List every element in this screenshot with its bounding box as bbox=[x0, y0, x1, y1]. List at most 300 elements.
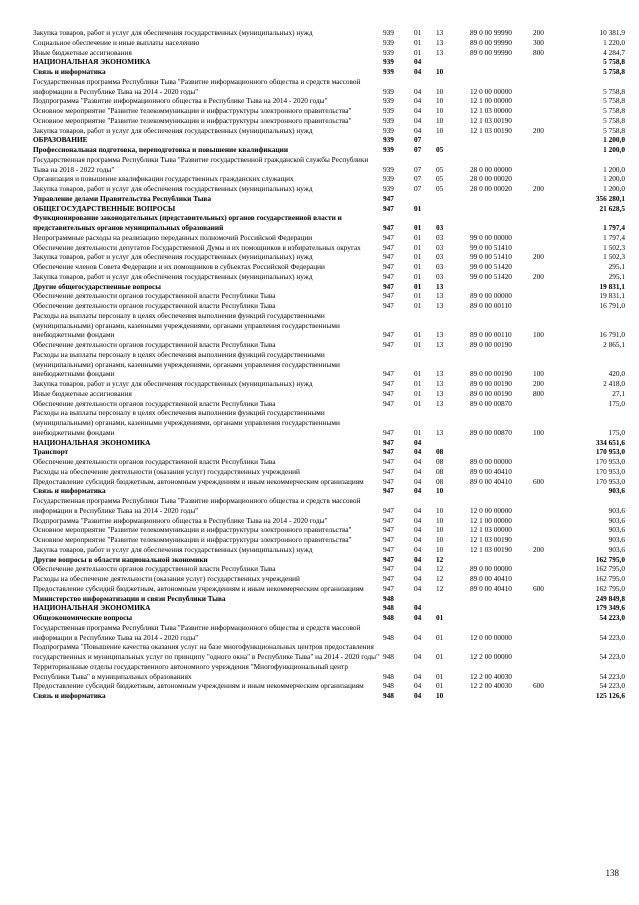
row-amount: 54 223,0 bbox=[599, 632, 625, 642]
row-grbs-code: 939 bbox=[383, 164, 394, 174]
row-section-code: 04 bbox=[414, 106, 422, 115]
table-row bbox=[33, 613, 625, 623]
table-row bbox=[33, 516, 625, 526]
row-expense-type bbox=[533, 486, 575, 496]
row-amount: 54 223,0 bbox=[599, 671, 625, 681]
row-expense-type bbox=[533, 555, 575, 565]
row-amount: 1 797,4 bbox=[603, 223, 625, 232]
row-expense-type bbox=[533, 116, 575, 126]
row-section-code: 01 bbox=[414, 301, 422, 310]
row-amount: 5 758,8 bbox=[603, 125, 625, 135]
row-expense-type bbox=[533, 243, 575, 253]
row-grbs-code: 939 bbox=[383, 37, 394, 47]
row-expense-type bbox=[533, 613, 575, 623]
table-row bbox=[33, 408, 625, 437]
table-row bbox=[33, 184, 625, 194]
row-grbs-code: 947 bbox=[383, 242, 394, 252]
row-subsection-code: 12 bbox=[436, 564, 444, 574]
row-grbs-code: 948 bbox=[383, 613, 394, 622]
row-expense-type bbox=[533, 282, 575, 292]
row-subsection-code: 05 bbox=[436, 184, 444, 193]
row-expense-type: 200 bbox=[533, 544, 544, 554]
row-amount: 1 502,3 bbox=[603, 242, 625, 252]
row-name: НАЦИОНАЛЬНАЯ ЭКОНОМИКА bbox=[33, 603, 151, 613]
row-expense-type bbox=[533, 457, 575, 467]
row-grbs-code: 947 bbox=[383, 427, 394, 437]
table-row bbox=[33, 525, 625, 535]
row-subsection-code: 08 bbox=[436, 476, 444, 486]
row-target-article: 12 0 00 00000 bbox=[470, 632, 512, 642]
row-section-code: 07 bbox=[414, 135, 422, 145]
row-subsection-code bbox=[436, 194, 470, 204]
row-target-article bbox=[470, 594, 533, 604]
row-grbs-code: 947 bbox=[383, 388, 394, 398]
row-target-article: 12 1 00 00000 bbox=[470, 96, 512, 106]
row-amount: 54 223,0 bbox=[599, 652, 625, 661]
row-expense-type bbox=[533, 535, 575, 545]
row-subsection-code: 08 bbox=[436, 447, 444, 457]
table-row bbox=[33, 496, 625, 516]
row-subsection-code: 10 bbox=[436, 86, 444, 96]
row-expense-type bbox=[533, 691, 575, 701]
table-row bbox=[33, 584, 625, 594]
row-target-article: 12 1 03 00190 bbox=[470, 535, 512, 544]
row-target-article: 89 0 00 99990 bbox=[470, 37, 512, 47]
table-row bbox=[33, 594, 625, 604]
row-expense-type bbox=[533, 96, 575, 106]
row-grbs-code: 939 bbox=[383, 145, 394, 154]
table-row bbox=[33, 662, 625, 682]
row-target-article: 12 2 00 40030 bbox=[470, 671, 512, 681]
row-section-code: 04 bbox=[414, 613, 422, 622]
table-row bbox=[33, 389, 625, 399]
row-name: Предоставление субсидий бюджетным, автономным учреждениям и иным некоммерческим организациям bbox=[33, 681, 364, 691]
row-subsection-code: 10 bbox=[436, 106, 444, 115]
row-target-article: 89 0 00 00190 bbox=[470, 379, 512, 388]
row-expense-type bbox=[533, 525, 575, 535]
table-row bbox=[33, 311, 625, 340]
table-row bbox=[33, 642, 625, 662]
row-subsection-code: 13 bbox=[436, 301, 444, 310]
row-grbs-code: 939 bbox=[383, 96, 394, 106]
row-subsection-code: 01 bbox=[436, 652, 444, 661]
row-target-article: 99 0 00 51410 bbox=[470, 252, 512, 262]
row-name: Обеспечение деятельности органов государственной власти Республики Тыва bbox=[33, 340, 276, 349]
row-amount: 162 795,0 bbox=[595, 564, 625, 574]
row-grbs-code: 939 bbox=[383, 67, 394, 76]
row-expense-type bbox=[533, 642, 575, 662]
row-section-code: 04 bbox=[414, 466, 422, 476]
row-section-code: 07 bbox=[414, 184, 422, 193]
row-expense-type bbox=[533, 662, 575, 682]
row-section-code: 04 bbox=[414, 515, 422, 525]
table-row bbox=[33, 623, 625, 643]
row-expense-type bbox=[533, 67, 575, 77]
row-target-article bbox=[470, 447, 533, 457]
row-grbs-code: 947 bbox=[383, 447, 394, 457]
row-section-code: 04 bbox=[414, 96, 422, 106]
row-name: Государственная программа Республики Тыва "Развитие информационного общества и средств массовой информации в Республике Тыва на 2014 - 2020 годы" bbox=[33, 496, 361, 515]
row-target-article bbox=[470, 691, 533, 701]
row-target-article: 89 0 00 00190 bbox=[470, 388, 512, 398]
row-amount: 903,6 bbox=[608, 544, 625, 554]
row-section-code: 01 bbox=[414, 262, 422, 271]
row-amount: 1 200,0 bbox=[603, 174, 625, 184]
row-amount: 903,6 bbox=[608, 486, 625, 496]
row-subsection-code: 05 bbox=[436, 145, 444, 154]
row-section-code: 04 bbox=[414, 544, 422, 554]
table-row bbox=[33, 467, 625, 477]
row-target-article: 89 0 00 00000 bbox=[470, 564, 512, 574]
row-name: Основное мероприятие "Развитие телекоммуникации и инфраструктуры электронного правительства" bbox=[33, 535, 352, 544]
row-grbs-code: 939 bbox=[383, 28, 394, 37]
row-name: Обеспечение деятельности органов государственной власти Республики Тыва bbox=[33, 457, 276, 466]
row-target-article: 28 0 00 00020 bbox=[470, 174, 512, 184]
row-grbs-code: 947 bbox=[383, 330, 394, 340]
row-name: Расходы на обеспечение деятельности (оказания услуг) государственных учреждений bbox=[33, 574, 300, 583]
table-row bbox=[33, 96, 625, 106]
row-expense-type: 100 bbox=[533, 330, 544, 340]
row-subsection-code: 13 bbox=[436, 281, 444, 291]
table-row bbox=[33, 106, 625, 116]
row-grbs-code: 947 bbox=[383, 232, 394, 242]
table-row bbox=[33, 457, 625, 467]
row-expense-type bbox=[533, 340, 575, 350]
row-section-code: 07 bbox=[414, 174, 422, 184]
row-name: Государственная программа Республики Тыва "Развитие информационного общества и средств массовой информации в Республике Тыва на 2014 - 2020 годы" bbox=[33, 76, 361, 96]
row-section-code: 04 bbox=[414, 583, 422, 593]
row-subsection-code: 01 bbox=[436, 613, 444, 622]
row-grbs-code: 939 bbox=[383, 135, 394, 145]
row-section-code bbox=[414, 594, 436, 604]
table-row bbox=[33, 126, 625, 136]
row-name: Управление делами Правительства Республики Тыва bbox=[33, 193, 211, 203]
row-grbs-code: 947 bbox=[383, 369, 394, 379]
row-grbs-code: 947 bbox=[383, 486, 394, 496]
row-name: Обеспечение деятельности органов государственной власти Республики Тыва bbox=[33, 301, 276, 310]
row-expense-type bbox=[533, 574, 575, 584]
row-amount: 1 220,0 bbox=[603, 37, 625, 47]
row-name: Транспорт bbox=[33, 447, 69, 457]
row-expense-type bbox=[533, 623, 575, 643]
row-section-code: 04 bbox=[414, 447, 422, 457]
row-grbs-code: 947 bbox=[383, 379, 394, 388]
row-name: ОБЩЕГОСУДАРСТВЕННЫЕ ВОПРОСЫ bbox=[33, 203, 176, 213]
row-target-article: 12 1 03 00190 bbox=[470, 115, 512, 125]
row-subsection-code: 08 bbox=[436, 457, 444, 466]
row-grbs-code: 947 bbox=[383, 223, 394, 232]
row-grbs-code: 947 bbox=[383, 301, 394, 310]
row-target-article bbox=[470, 213, 533, 233]
row-target-article: 12 0 00 00000 bbox=[470, 86, 512, 96]
row-amount: 420,0 bbox=[608, 369, 625, 379]
row-target-article: 12 0 00 00000 bbox=[470, 505, 512, 515]
row-grbs-code: 947 bbox=[383, 544, 394, 554]
row-amount: 175,0 bbox=[608, 427, 625, 437]
row-target-article: 99 0 00 51420 bbox=[470, 271, 512, 281]
row-grbs-code: 947 bbox=[383, 262, 394, 271]
row-amount: 5 758,8 bbox=[603, 96, 625, 106]
row-grbs-code: 947 bbox=[383, 574, 394, 583]
table-row bbox=[33, 67, 625, 77]
table-row bbox=[33, 272, 625, 282]
table-row bbox=[33, 603, 625, 613]
row-section-code: 01 bbox=[414, 28, 422, 37]
row-amount: 5 758,8 bbox=[603, 86, 625, 96]
row-amount: 125 126,6 bbox=[595, 691, 625, 700]
row-target-article: 99 0 00 51410 bbox=[470, 242, 512, 252]
row-section-code: 01 bbox=[414, 203, 422, 213]
row-section-code: 04 bbox=[414, 691, 422, 700]
row-expense-type: 200 bbox=[533, 379, 544, 388]
row-grbs-code: 947 bbox=[383, 437, 394, 447]
row-name: Предоставление субсидий бюджетным, автономным учреждениям и иным некоммерческим организациям bbox=[33, 476, 364, 486]
row-amount: 10 381,9 bbox=[599, 28, 625, 37]
row-subsection-code bbox=[436, 204, 470, 214]
table-row bbox=[33, 155, 625, 175]
row-section-code: 01 bbox=[414, 427, 422, 437]
row-expense-type bbox=[533, 262, 575, 272]
row-amount: 1 200,0 bbox=[603, 184, 625, 193]
row-grbs-code: 948 bbox=[383, 632, 394, 642]
row-subsection-code: 05 bbox=[436, 174, 444, 184]
row-amount: 54 223,0 bbox=[599, 613, 625, 622]
row-amount: 356 280,1 bbox=[595, 193, 625, 203]
row-subsection-code: 03 bbox=[436, 223, 444, 232]
row-subsection-code: 13 bbox=[436, 369, 444, 379]
table-row bbox=[33, 233, 625, 243]
row-name: Обеспечение деятельности органов государственной власти Республики Тыва bbox=[33, 564, 276, 574]
row-target-article: 89 0 00 00110 bbox=[470, 301, 512, 310]
row-name: Закупка товаров, работ и услуг для обеспечения государственных (муниципальных) нужд bbox=[33, 125, 313, 135]
row-amount: 295,1 bbox=[608, 262, 625, 271]
row-section-code: 04 bbox=[414, 671, 422, 681]
table-row bbox=[33, 194, 625, 204]
row-grbs-code: 947 bbox=[383, 271, 394, 281]
row-section-code: 04 bbox=[414, 125, 422, 135]
row-expense-type bbox=[533, 291, 575, 301]
row-name: Закупка товаров, работ и услуг для обеспечения государственных (муниципальных) нужд bbox=[33, 28, 313, 37]
row-subsection-code: 13 bbox=[436, 388, 444, 398]
table-row bbox=[33, 340, 625, 350]
row-name: Основное мероприятие "Развитие телекоммуникации и инфраструктуры электронного правительства" bbox=[33, 115, 352, 125]
row-name: Непрограммные расходы на реализацию переданных полномочий Российской Федерации bbox=[33, 232, 313, 242]
row-target-article: 89 0 00 00190 bbox=[470, 340, 512, 349]
row-target-article bbox=[470, 603, 533, 613]
table-row bbox=[33, 243, 625, 253]
row-section-code: 04 bbox=[414, 86, 422, 96]
row-name: Государственная программа Республики Тыва "Развитие государственной гражданской службы Республики Тыва на 2018 - 2022 годы" bbox=[33, 154, 369, 174]
row-grbs-code: 939 bbox=[383, 106, 394, 115]
row-expense-type: 800 bbox=[533, 47, 544, 57]
row-name: Подпрограмма "Развитие информационного общества в Республике Тыва на 2014 - 2020 годы" bbox=[33, 515, 328, 525]
table-row bbox=[33, 77, 625, 97]
row-expense-type bbox=[533, 155, 575, 175]
row-amount: 16 791,0 bbox=[599, 301, 625, 310]
table-row bbox=[33, 38, 625, 48]
row-amount: 16 791,0 bbox=[599, 330, 625, 340]
row-name: Подпрограмма "Повышение качества оказания услуг на базе многофункциональных центров предоставления государственных и муниципальных услуг по принципу "одного окна" в Республике Тыва" на 2014 - 2020 годы" bbox=[33, 642, 380, 661]
row-target-article: 12 2 00 40030 bbox=[470, 681, 512, 691]
row-expense-type bbox=[533, 496, 575, 516]
row-grbs-code: 948 bbox=[383, 603, 394, 613]
row-subsection-code: 03 bbox=[436, 252, 444, 262]
row-subsection-code: 10 bbox=[436, 67, 444, 76]
row-target-article: 89 0 00 00000 bbox=[470, 291, 512, 301]
row-section-code: 01 bbox=[414, 242, 422, 252]
row-subsection-code: 13 bbox=[436, 340, 444, 349]
row-section-code: 04 bbox=[414, 67, 422, 76]
row-name: Расходы на выплаты персоналу в целях обеспечения выполнения функций государственными (муниципальными) органами, казенными учреждениями, органами управления государственными внебюджетными фондами bbox=[33, 408, 340, 437]
row-name: Закупка товаров, работ и услуг для обеспечения государственных (муниципальных) нужд bbox=[33, 544, 313, 554]
row-subsection-code: 10 bbox=[436, 544, 444, 554]
row-target-article: 89 0 00 40410 bbox=[470, 574, 512, 583]
row-name: Профессиональная подготовка, переподготовка и повышение квалификации bbox=[33, 145, 289, 154]
row-grbs-code: 947 bbox=[383, 583, 394, 593]
table-row bbox=[33, 477, 625, 487]
row-amount: 2 418,0 bbox=[603, 379, 625, 388]
row-target-article: 28 0 00 00020 bbox=[470, 184, 512, 193]
row-subsection-code: 13 bbox=[436, 37, 444, 47]
table-row bbox=[33, 262, 625, 272]
row-expense-type bbox=[533, 399, 575, 409]
row-subsection-code: 03 bbox=[436, 271, 444, 281]
row-amount: 175,0 bbox=[608, 398, 625, 408]
row-name: Социальное обеспечение и иные выплаты населению bbox=[33, 37, 200, 47]
row-grbs-code: 947 bbox=[383, 398, 394, 408]
row-expense-type bbox=[533, 77, 575, 97]
row-subsection-code: 13 bbox=[436, 379, 444, 388]
row-name: Иные бюджетные ассигнования bbox=[33, 388, 132, 398]
row-section-code: 04 bbox=[414, 486, 422, 496]
row-name: Обеспечение деятельности органов государственной власти Республики Тыва bbox=[33, 398, 276, 408]
row-name: Министерство информатизации и связи Республики Тыва bbox=[33, 593, 226, 603]
row-name: Основное мероприятие "Развитие телекоммуникации и инфраструктуры электронного правительства" bbox=[33, 525, 352, 535]
row-grbs-code: 947 bbox=[383, 340, 394, 349]
table-row bbox=[33, 48, 625, 58]
row-expense-type: 100 bbox=[533, 369, 544, 379]
row-target-article bbox=[470, 282, 533, 292]
row-amount: 54 223,0 bbox=[599, 681, 625, 691]
row-subsection-code: 03 bbox=[436, 262, 444, 271]
row-section-code: 04 bbox=[414, 564, 422, 574]
row-expense-type: 300 bbox=[533, 37, 544, 47]
row-amount: 903,6 bbox=[608, 515, 625, 525]
row-amount: 19 831,1 bbox=[599, 281, 625, 291]
row-expense-type: 200 bbox=[533, 28, 544, 37]
table-row bbox=[33, 174, 625, 184]
row-subsection-code: 10 bbox=[436, 505, 444, 515]
row-subsection-code: 10 bbox=[436, 115, 444, 125]
table-row bbox=[33, 564, 625, 574]
row-grbs-code: 947 bbox=[383, 281, 394, 291]
row-expense-type: 600 bbox=[533, 476, 544, 486]
row-expense-type: 100 bbox=[533, 427, 544, 437]
row-target-article: 89 0 00 00190 bbox=[470, 369, 512, 379]
table-row bbox=[33, 438, 625, 448]
row-amount: 1 200,0 bbox=[603, 135, 625, 145]
row-grbs-code: 939 bbox=[383, 174, 394, 184]
row-subsection-code: 13 bbox=[436, 398, 444, 408]
row-target-article: 89 0 00 40410 bbox=[470, 583, 512, 593]
row-expense-type: 800 bbox=[533, 388, 544, 398]
row-target-article: 12 1 03 00190 bbox=[470, 544, 512, 554]
row-target-article bbox=[470, 194, 533, 204]
row-section-code: 01 bbox=[414, 340, 422, 349]
row-name: Закупка товаров, работ и услуг для обеспечения государственных (муниципальных) нужд bbox=[33, 184, 313, 193]
row-subsection-code: 01 bbox=[436, 632, 444, 642]
row-target-article bbox=[470, 613, 533, 623]
row-expense-type bbox=[533, 467, 575, 477]
row-amount: 170 953,0 bbox=[595, 447, 625, 457]
row-subsection-code: 10 bbox=[436, 125, 444, 135]
table-row bbox=[33, 28, 625, 38]
row-section-code: 04 bbox=[414, 476, 422, 486]
row-section-code: 01 bbox=[414, 252, 422, 262]
row-grbs-code: 947 bbox=[383, 203, 394, 213]
row-target-article: 28 0 00 00000 bbox=[470, 164, 512, 174]
row-section-code: 01 bbox=[414, 291, 422, 301]
row-name: Государственная программа Республики Тыва "Развитие информационного общества и средств массовой информации в Республике Тыва на 2014 - 2020 годы" bbox=[33, 622, 361, 642]
row-name: Закупка товаров, работ и услуг для обеспечения государственных (муниципальных) нужд bbox=[33, 379, 313, 388]
row-section-code: 04 bbox=[414, 505, 422, 515]
row-subsection-code: 13 bbox=[436, 330, 444, 340]
row-name: Обеспечение членов Совета Федерации и их помощников в субъектах Российской Федерации bbox=[33, 262, 325, 271]
row-section-code: 04 bbox=[414, 457, 422, 466]
row-expense-type bbox=[533, 301, 575, 311]
row-amount: 1 797,4 bbox=[603, 232, 625, 242]
row-subsection-code: 13 bbox=[436, 291, 444, 301]
row-name: Расходы на выплаты персоналу в целях обеспечения выполнения функций государственными (муниципальными) органами, казенными учреждениями, органами управления государственными внебюджетными фондами bbox=[33, 310, 340, 340]
row-target-article: 12 1 03 00000 bbox=[470, 525, 512, 535]
row-name: Основное мероприятие "Развитие телекоммуникации и инфраструктуры электронного правительства" bbox=[33, 106, 352, 115]
row-section-code: 01 bbox=[414, 232, 422, 242]
row-grbs-code: 947 bbox=[383, 505, 394, 515]
row-section-code: 04 bbox=[414, 632, 422, 642]
row-grbs-code: 947 bbox=[383, 535, 394, 544]
row-section-code: 01 bbox=[414, 388, 422, 398]
row-target-article: 89 0 00 40410 bbox=[470, 466, 512, 476]
row-amount: 162 795,0 bbox=[595, 554, 625, 564]
row-name: Расходы на выплаты персоналу в целях обеспечения выполнения функций государственными (муниципальными) органами, казенными учреждениями, органами управления государственными внебюджетными фондами bbox=[33, 349, 340, 379]
row-name: Общеэкономические вопросы bbox=[33, 613, 133, 622]
row-section-code: 01 bbox=[414, 369, 422, 379]
row-expense-type bbox=[533, 233, 575, 243]
row-amount: 170 953,0 bbox=[595, 466, 625, 476]
row-target-article: 99 0 00 00000 bbox=[470, 232, 512, 242]
row-name: Иные бюджетные ассигнования bbox=[33, 47, 132, 57]
row-amount: 170 953,0 bbox=[595, 476, 625, 486]
row-subsection-code bbox=[436, 594, 470, 604]
row-target-article: 89 0 00 00870 bbox=[470, 398, 512, 408]
row-section-code: 01 bbox=[414, 223, 422, 232]
row-subsection-code: 10 bbox=[436, 96, 444, 106]
row-grbs-code: 939 bbox=[383, 57, 394, 67]
row-subsection-code: 10 bbox=[436, 525, 444, 535]
row-section-code: 04 bbox=[414, 652, 422, 661]
row-grbs-code: 939 bbox=[383, 184, 394, 193]
row-expense-type: 600 bbox=[533, 583, 544, 593]
row-section-code: 01 bbox=[414, 330, 422, 340]
row-expense-type: 200 bbox=[533, 252, 544, 262]
row-amount: 334 651,6 bbox=[595, 437, 625, 447]
row-grbs-code: 947 bbox=[383, 252, 394, 262]
row-target-article: 89 0 00 00110 bbox=[470, 330, 512, 340]
row-expense-type bbox=[533, 135, 575, 145]
row-section-code: 04 bbox=[414, 554, 422, 564]
row-amount: 5 758,8 bbox=[603, 67, 625, 76]
row-subsection-code: 03 bbox=[436, 232, 444, 242]
